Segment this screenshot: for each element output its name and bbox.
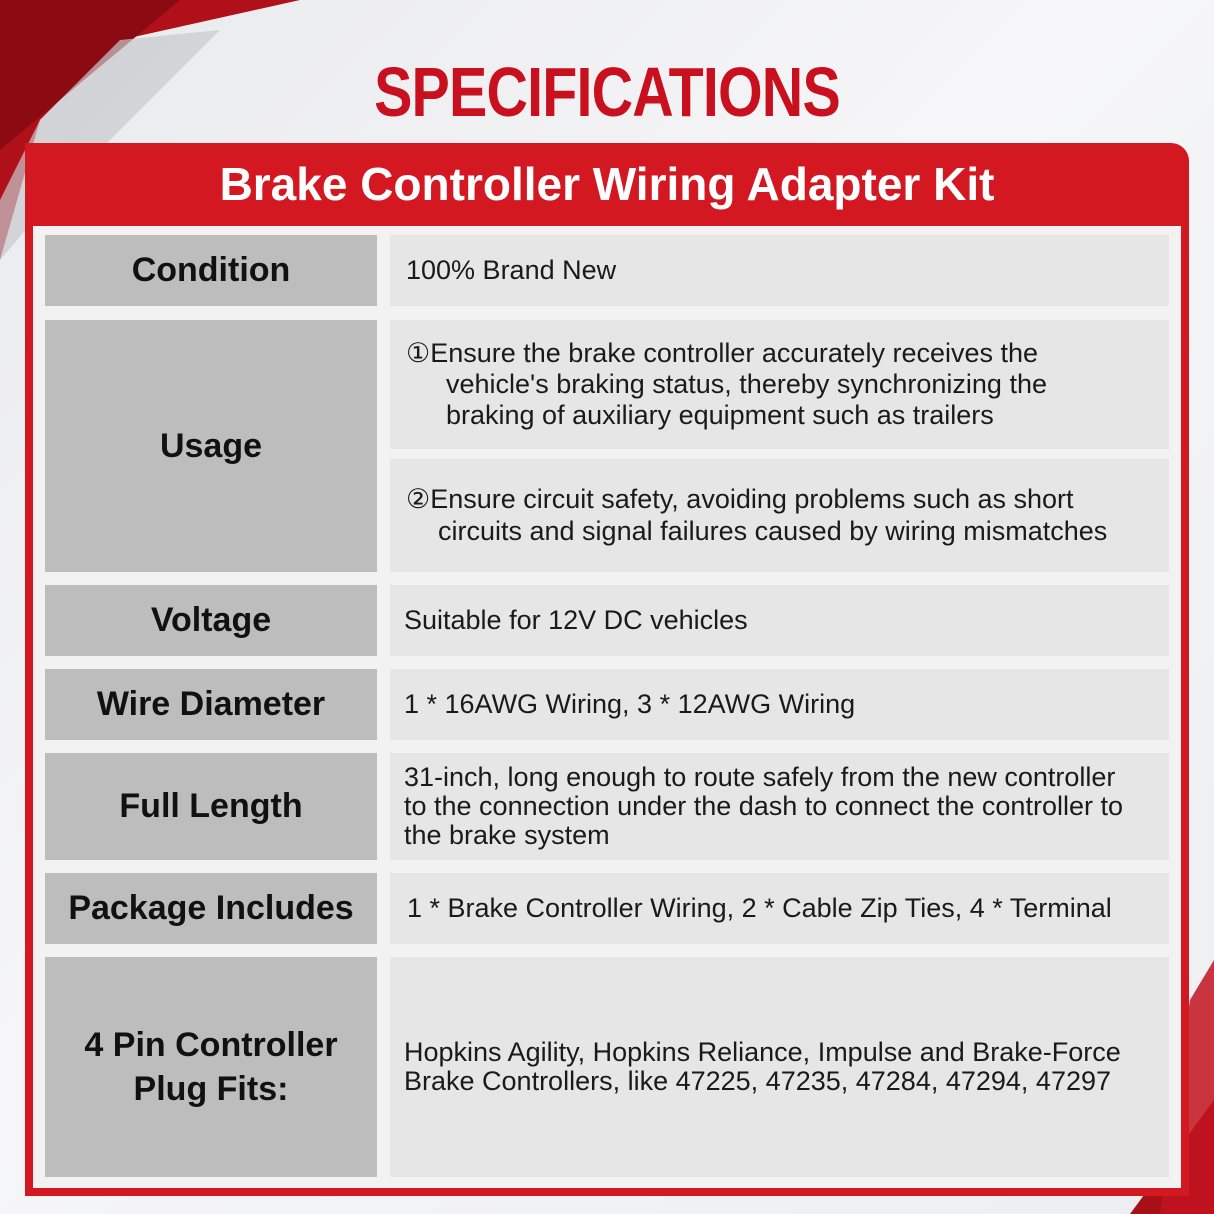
specs-panel [25, 143, 1189, 1196]
voltage-value: Suitable for 12V DC vehicles [390, 585, 1169, 656]
plug-fits-label: 4 Pin Controller Plug Fits: [45, 957, 377, 1177]
condition-value: 100% Brand New [390, 235, 1169, 306]
wire-diameter-label: Wire Diameter [45, 669, 377, 740]
condition-label: Condition [45, 235, 377, 306]
usage-label: Usage [45, 320, 377, 572]
package-includes-value: 1 * Brake Controller Wiring, 2 * Cable Zip Ties, 4 * Terminal [390, 873, 1169, 944]
page-title: SPECIFICATIONS [374, 53, 840, 131]
panel-title: Brake Controller Wiring Adapter Kit [219, 158, 995, 210]
circled-number-1: ① [406, 337, 431, 368]
circled-number-2: ② [406, 484, 431, 515]
full-length-label: Full Length [45, 753, 377, 860]
full-length-value: 31-inch, long enough to route safely from the new controller to the connection under the dash to connect the controller to the brake system [390, 753, 1169, 860]
usage-item-1: ①Ensure the brake controller accurately receives the vehicle's braking status, thereby synchronizing the braking of auxiliary equipment such as trailers [390, 320, 1169, 449]
specs-table [33, 226, 1181, 1188]
usage-item-2: ②Ensure circuit safety, avoiding problems such as short circuits and signal failures caused by wiring mismatches [390, 459, 1169, 572]
wire-diameter-value: 1 * 16AWG Wiring, 3 * 12AWG Wiring [390, 669, 1169, 740]
package-includes-label: Package Includes [45, 873, 377, 944]
voltage-label: Voltage [45, 585, 377, 656]
plug-fits-value: Hopkins Agility, Hopkins Reliance, Impulse and Brake-Force Brake Controllers, like 47225, 47235, 47284, 47294, 47297 [390, 957, 1169, 1177]
